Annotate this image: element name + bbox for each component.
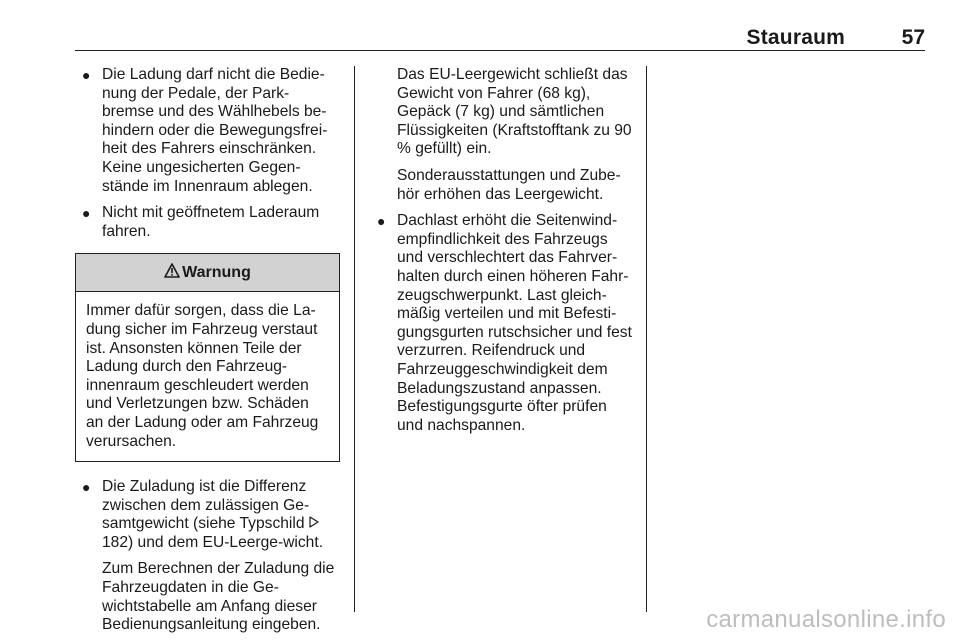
- right-column: [370, 66, 634, 443]
- paragraph: Sonderausstattungen und Zube-hör erhöhen das Leergewicht.: [397, 166, 621, 203]
- bullet-icon: ●: [377, 213, 386, 230]
- bullet-icon: ●: [82, 67, 91, 83]
- column-divider-right: [646, 66, 647, 612]
- warning-triangle-icon: [164, 263, 180, 284]
- continued-block: [370, 66, 634, 204]
- warning-body: Immer dafür sorgen, dass die La-dung sicher im Fahrzeug verstaut ist. Ansonsten können Teile der Ladung durch den Fahrzeug-innenraum geschleudert werden und Verletzungen bzw. Schäden an der Ladung oder am Fahrzeug verursachen.: [86, 302, 319, 450]
- list-item-text: Die Ladung darf nicht die Bedie-nung der Pedale, der Park-bremse und des Wählhebels be-hindern oder die Bewegungsfrei-heit des Fahrers einschränken. Keine ungesicherten Gegen-stände im Innenraum ablegen.: [102, 66, 328, 195]
- page-title: Stauraum: [746, 26, 845, 49]
- list-item: [75, 204, 340, 241]
- watermark: carmanualsonline.info: [706, 606, 946, 633]
- paragraph: Das EU-Leergewicht schließt das Gewicht von Fahrer (68 kg), Gepäck (7 kg) und sämtlichen Flüssigkeiten (Kraftstofftank zu 90 % gefüllt) ein.: [397, 66, 632, 158]
- list-item-text: Die Zuladung ist die Differenz zwischen dem zulässigen Ge-samtgewicht (siehe Typschild: [102, 478, 310, 533]
- list-item-text: Nicht mit geöffnetem Laderaum fahren.: [102, 204, 320, 240]
- list-item-text: Dachlast erhöht die Seitenwind-empfindlichkeit des Fahrzeugs und verschlechtert das Fahrver-halten durch einen höheren Fahr-zeugschwerpunkt. Last gleich-mäßig verteilen und mit Befesti-gungsgurten rutschsicher und fest verzurren. Reifendruck und Fahrzeuggeschwindigkeit dem Beladungszustand anpassen. Befestigungsgurte öfter prüfen und nachspannen.: [397, 212, 632, 434]
- sub-paragraph: Zum Berechnen der Zuladung die Fahrzeugdaten in die Ge-wichtstabelle am Anfang dieser Bedienungsanleitung eingeben.: [102, 560, 335, 634]
- warning-header: [76, 254, 339, 292]
- page-reference-arrow-icon: [309, 515, 319, 534]
- page-number: 57: [901, 26, 925, 49]
- list-item: [75, 478, 340, 635]
- left-column: [75, 66, 340, 643]
- bullet-icon: ●: [82, 205, 91, 222]
- warning-title: Warnung: [182, 263, 251, 281]
- list-item: [75, 66, 340, 196]
- bullet-icon: ●: [82, 479, 91, 496]
- column-divider-left: [354, 66, 355, 612]
- page-header: [75, 26, 925, 51]
- list-item-text-continued: 182) und dem EU-Leerge-wicht.: [102, 533, 324, 551]
- list-item: [370, 212, 634, 435]
- warning-box: [75, 253, 340, 462]
